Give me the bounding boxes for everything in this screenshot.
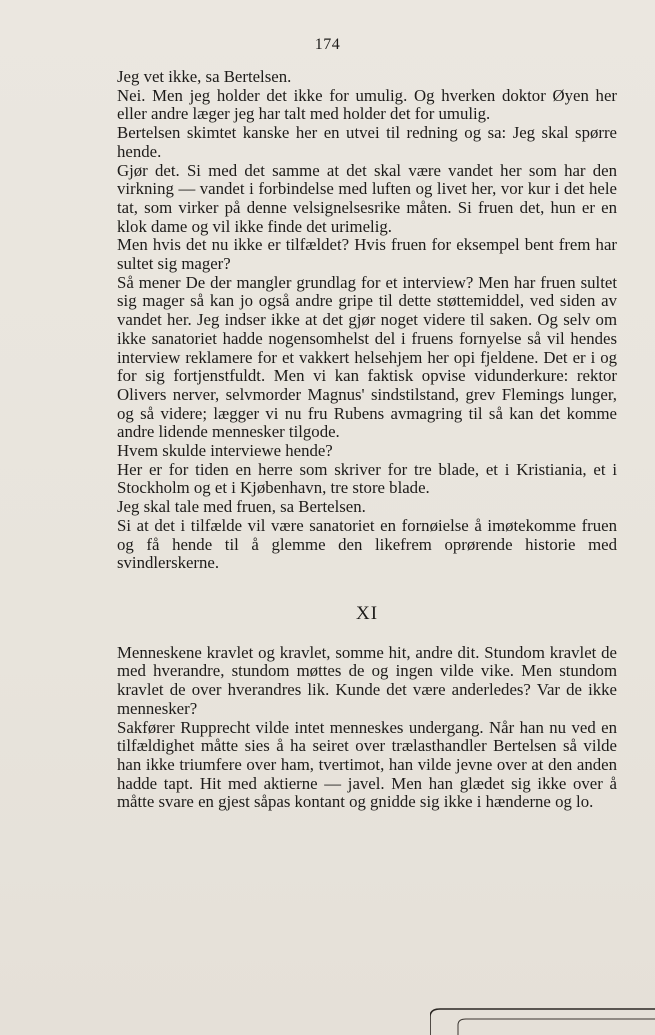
paragraph: Menneskene kravlet og kravlet, somme hit, andre dit. Stundom kravlet de med hverandre, stundom møttes de og ingen vilde vike. Men stundom kravlet de over hverandres lik. Kunde det være anderledes? Var de ikke mennesker? xyxy=(117,642,617,718)
paragraph: Så mener De der mangler grundlag for et interview? Men har fruen sultet sig mager så kan jo også andre gripe til dette støttemiddel, ved siden av vandet her. Jeg indser ikke at det gjør noget videre til saken. Og selv om ikke sanatoriet hadde nogensomhelst del i fruens fornyelse så vil hendes interview reklamere for et vakkert helsehjem her opi fjeldene. Det er i og for sig fortjenstfuldt. Men vi kan faktisk opvise vidunderkure: rektor Olivers nerver, selvmorder Magnus' sindstilstand, grev Flemings lunger, og så videre; lægger vi nu fru Rubens avmagring til så kan det komme andre lidende mennesker tilgode. xyxy=(117,272,617,442)
paragraph: Jeg skal tale med fruen, sa Bertelsen. xyxy=(117,497,366,517)
chapter-heading: XI xyxy=(355,602,379,624)
page-corner-fold xyxy=(430,995,655,1035)
paragraph: Bertelsen skimtet kanske her en utvei til redning og sa: Jeg skal spørre hende. xyxy=(117,123,617,161)
paragraph: Jeg vet ikke, sa Bertelsen. xyxy=(117,67,292,86)
paragraph: Hvem skulde interviewe hende? xyxy=(117,441,333,461)
paragraph: Nei. Men jeg holder det ikke for umulig. Og hverken doktor Øyen her eller andre læger jeg har talt med holder det for umulig. xyxy=(117,85,617,124)
body-text xyxy=(117,68,617,812)
paragraph: Men hvis det nu ikke er tilfældet? Hvis fruen for eksempel bent frem har sultet sig mager? xyxy=(117,235,617,274)
paragraph: Her er for tiden en herre som skriver for tre blade, et i Kristiania, et i Stockholm og et i Kjøbenhavn, tre store blade. xyxy=(117,459,617,498)
page-number: 174 xyxy=(314,36,341,53)
paragraph: Sakfører Rupprecht vilde intet menneskes undergang. Når han nu ved en tilfældighet måtte sies å ha seiret over trælasthandler Bertelsen så vilde han ikke triumfere over ham, tvertimot, han vilde jevne over at den anden hadde tapt. Hit med aktierne — javel. Men han glædet sig ikke over å måtte svare en gjest såpas kontant og gnidde sig ikke i hænderne og lo. xyxy=(117,717,617,812)
paragraph: Si at det i tilfælde vil være sanatoriet en fornøielse å imøtekomme fruen og få hende til å glemme den likefrem oprørende historie med svindlerskerne. xyxy=(117,515,617,573)
paragraph: Gjør det. Si med det samme at det skal være vandet her som har den virkning — vandet i forbindelse med luften og livet her, vor kur i det hele tat, som virker på denne velsignelsesrike måten. Si fruen det, hun er en klok dame og vil ikke finde det urimelig. xyxy=(117,160,617,236)
